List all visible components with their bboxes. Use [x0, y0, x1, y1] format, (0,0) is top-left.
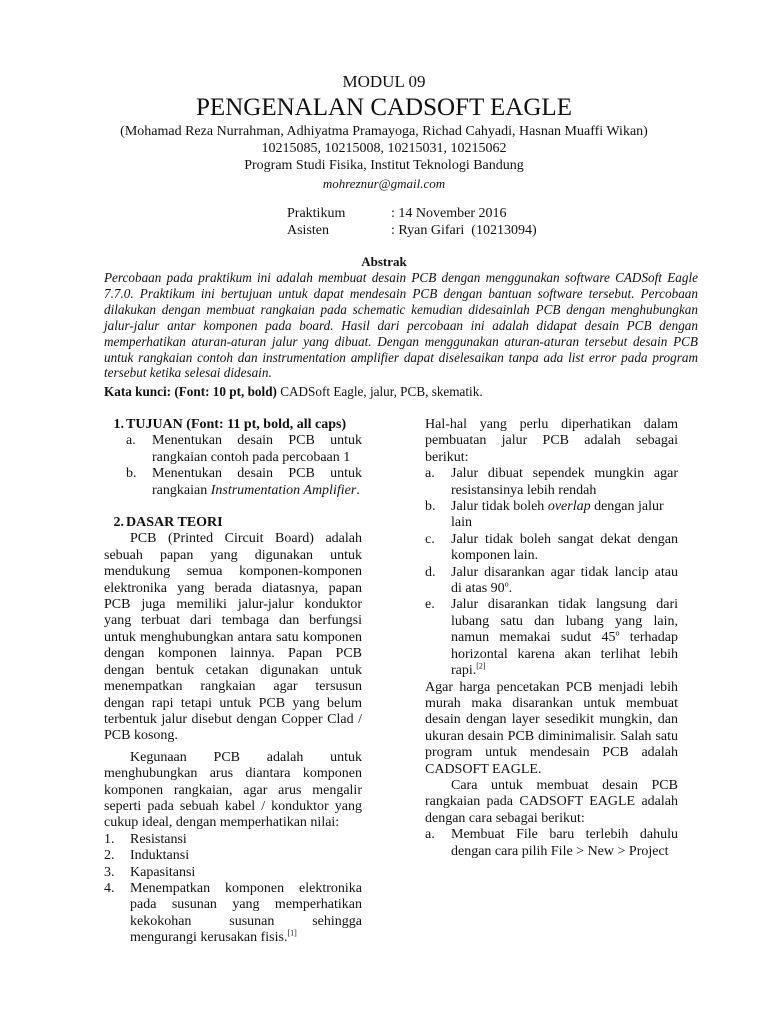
- list-item: [425, 827, 678, 860]
- paragraph: PCB (Printed Circuit Board) adalah sebuah papan yang digunakan untuk mendukung semua komponen-komponen elektronika yang berada diatasnya, papan PCB juga memiliki jalur-jalur konduktor yang terbuat dari tembaga dan berfungsi untuk menghubungkan antara satu komponen dengan komponen lainnya. Papan PCB dengan bentuk cetakan digunakan untuk menempatkan rangkaian agar tersusun dengan rapi tetapi untuk PCB yang belum terbentuk jalur disebut dengan Copper Clad / PCB kosong.: [104, 531, 362, 744]
- list-item-text: Resistansi: [130, 831, 187, 847]
- list-item-text: Jalur dibuat sependek mungkin agar resistansinya lebih rendah: [451, 466, 678, 498]
- citation-ref: [2]: [476, 661, 486, 671]
- list-item: [425, 565, 678, 598]
- author-ids: 10215085, 10215008, 10215031, 10215062: [261, 141, 507, 156]
- paragraph: Agar harga pencetakan PCB menjadi lebih murah maka disarankan untuk membuat desain dengan layer sesedikit mungkin, dan ukuran desain PCB diminimalisir. Salah satu program untuk mendesain PCB adalah CADSOFT EAGLE.: [425, 679, 678, 777]
- author-names: (Mohamad Reza Nurrahman, Adhiyatma Pramayoga, Richad Cahyadi, Hasnan Muaffi Wikan): [120, 124, 648, 139]
- list-marker: a.: [126, 433, 136, 449]
- list-item-line: Menentukan desain PCB untuk: [152, 433, 362, 449]
- list-item: [104, 865, 362, 881]
- text-span: Jalur tidak boleh: [451, 499, 548, 515]
- list-marker: 1.: [104, 831, 115, 847]
- list-item: [425, 466, 678, 499]
- asisten-value: : Ryan Gifari (10213094): [391, 223, 537, 238]
- italic-term: overlap: [547, 499, 591, 515]
- text-span: Jalur disarankan tidak langsung dari lubang satu dan lubang yang lain, namun memakai sudut 45: [451, 597, 678, 646]
- list-item: [104, 832, 362, 848]
- list-item: [425, 532, 678, 565]
- degree-sup: o: [504, 579, 509, 589]
- list-item: [425, 597, 678, 679]
- list-marker: c.: [425, 531, 435, 547]
- text-span: .: [356, 482, 360, 498]
- list-item-text: [451, 499, 678, 532]
- list-item: [104, 881, 362, 947]
- abstract-text: Percobaan pada praktikum ini adalah membuat desain PCB dengan menggunakan software CADSoft Eagle 7.7.0. Praktikum ini bertujuan untuk dapat mendesain PCB dengan bantuan software tersebut. Percobaan dilakukan dengan membuat rangkaian pada schematic kemudian didesainlah PCB dengan menghubungkan jalur-jalur antar komponen pada board. Hasil dari percobaan ini adalah didapat desain PCB dengan memperhatikan aturan-aturan jalur yang dibuat. Dengan menggunakan aturan-aturan tersebut desain PCB untuk rangkaian contoh dan instrumentation amplifier dapat diselesaikan tanpa ada list error pada program tersebut ketika selesai didesain.: [104, 270, 698, 381]
- section-title: TUJUAN (Font: 11 pt, bold, all caps): [126, 417, 347, 432]
- list-item-line: [152, 483, 362, 499]
- list-item-text: [130, 881, 362, 947]
- degree-sup: o: [615, 628, 620, 638]
- practicum-info: [287, 205, 537, 239]
- list-marker: a.: [425, 827, 435, 843]
- institution: Program Studi Fisika, Institut Teknologi Bandung: [244, 158, 524, 173]
- praktikum-value: : 14 November 2016: [391, 206, 507, 221]
- list-marker: e.: [425, 597, 435, 613]
- italic-term: Instrumentation Amplifier: [210, 482, 357, 498]
- section-number: 1.: [113, 417, 124, 432]
- list-item-text: Induktansi: [130, 848, 190, 864]
- list-item-line: Menentukan desain PCB untuk: [152, 466, 362, 482]
- text-span: rangkaian: [152, 482, 211, 498]
- steps-list: [425, 827, 678, 860]
- list-item-line: rangkaian contoh pada percobaan 1: [152, 449, 351, 465]
- author-email: mohreznur@gmail.com: [322, 176, 446, 191]
- list-item-text: [451, 597, 678, 679]
- list-marker: 3.: [104, 864, 115, 880]
- abstract-heading: Abstrak: [361, 254, 407, 269]
- list-marker: b.: [126, 466, 137, 482]
- citation-ref: [1]: [287, 928, 297, 938]
- paragraph: Kegunaan PCB adalah untuk menghubungkan arus diantara komponen komponen rangkaian, agar arus mengalir seperti pada sebuah kabel / konduktor yang cukup ideal, dengan memperhatikan nilai:: [104, 749, 362, 831]
- section-tujuan-heading: [104, 417, 362, 433]
- keywords-list: CADSoft Eagle, jalur, PCB, skematik.: [276, 384, 483, 399]
- keywords: [104, 384, 698, 400]
- list-marker: b.: [425, 499, 436, 515]
- keywords-label: Kata kunci: (Font: 10 pt, bold): [104, 384, 277, 399]
- praktikum-label: Praktikum: [287, 206, 346, 221]
- text-span: .: [508, 581, 513, 597]
- module-number: MODUL 09: [342, 72, 426, 91]
- paper-title: PENGENALAN CADSOFT EAGLE: [196, 94, 572, 121]
- list-item: [425, 499, 678, 532]
- left-column: [104, 417, 362, 947]
- list-marker: 2.: [104, 848, 115, 864]
- list-item-text: Jalur tidak boleh sangat dekat dengan komponen lain.: [451, 531, 678, 564]
- nilai-list: [104, 832, 362, 947]
- list-item-text: [451, 565, 678, 598]
- asisten-row: [287, 222, 537, 239]
- list-marker: a.: [425, 466, 435, 482]
- text-span: Jalur disarankan agar tidak lancip atau di atas 90: [451, 564, 678, 597]
- text-span: Menempatkan komponen elektronika pada susunan yang memperhatikan kekokohan susunan sehingga mengurangi kerusakan fisis.: [130, 880, 362, 946]
- list-item: [126, 433, 362, 466]
- paper-header: [0, 72, 768, 193]
- list-item-text: Membuat File baru terlebih dahulu dengan cara pilih File > New > Project: [451, 827, 678, 859]
- paragraph: Hal-hal yang perlu diperhatikan dalam pembuatan jalur PCB adalah sebagai berikut:: [425, 417, 678, 465]
- section-dasar-teori-heading: [104, 515, 362, 531]
- asisten-label: Asisten: [287, 223, 329, 238]
- list-item-text: Kapasitansi: [130, 864, 196, 880]
- tujuan-list: [104, 433, 362, 499]
- section-number: 2.: [113, 515, 124, 531]
- right-column: [425, 417, 678, 860]
- paragraph: Cara untuk membuat desain PCB rangkaian pada CADSOFT EAGLE adalah dengan cara sebagai berikut:: [425, 777, 678, 826]
- list-marker: d.: [425, 564, 436, 580]
- list-marker: 4.: [104, 880, 115, 896]
- list-item: [104, 848, 362, 864]
- text-span: dengan jalur lain: [451, 499, 664, 531]
- section-title: DASAR TEORI: [126, 515, 223, 531]
- list-item: [126, 466, 362, 499]
- text-span: terhadap horizontal karena akan terlihat lebih rapi.: [451, 630, 678, 679]
- jalur-rules-list: [425, 466, 678, 679]
- praktikum-row: [287, 205, 537, 222]
